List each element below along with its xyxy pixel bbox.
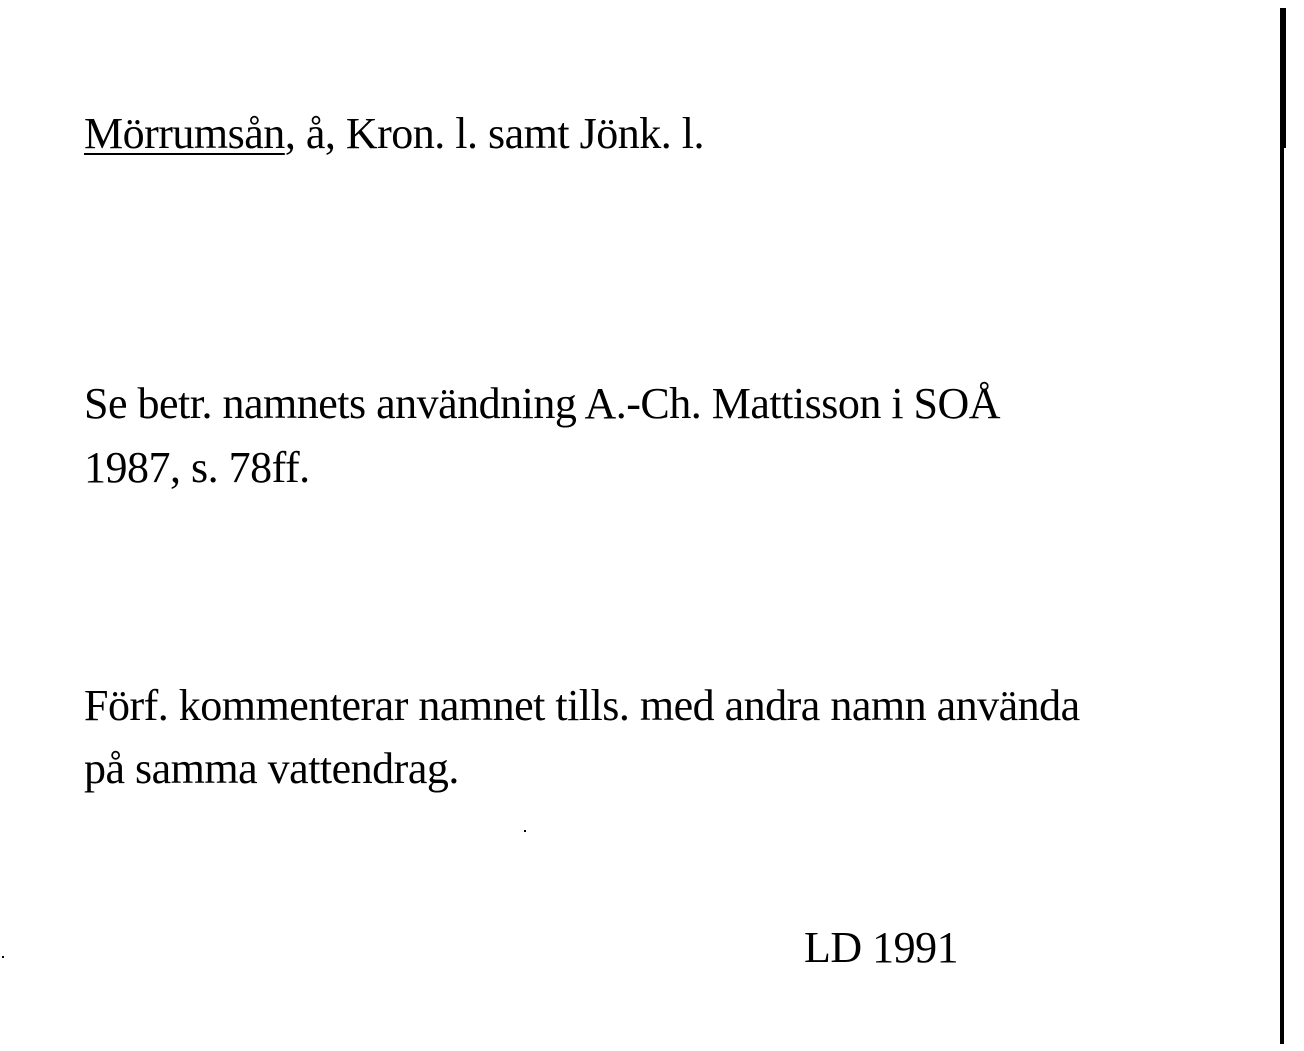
card-header [84, 109, 704, 158]
paragraph2-line2: på samma vattendrag. [84, 744, 459, 793]
headword: Mörrumsån [84, 109, 285, 158]
scan-speck [524, 830, 526, 832]
paragraph2-line1: Förf. kommenterar namnet tills. med andra namn använda [84, 681, 1080, 730]
paragraph1-line1: Se betr. namnets användning A.-Ch. Mattisson i SOÅ [84, 379, 1001, 428]
card-edge-line-top [1283, 8, 1286, 148]
paragraph1-line2: 1987, s. 78ff. [84, 443, 310, 492]
scan-speck [2, 956, 4, 958]
header-rest: , å, Kron. l. samt Jönk. l. [284, 109, 704, 158]
card-edge-line [1280, 8, 1284, 1044]
signature: LD 1991 [804, 923, 959, 972]
